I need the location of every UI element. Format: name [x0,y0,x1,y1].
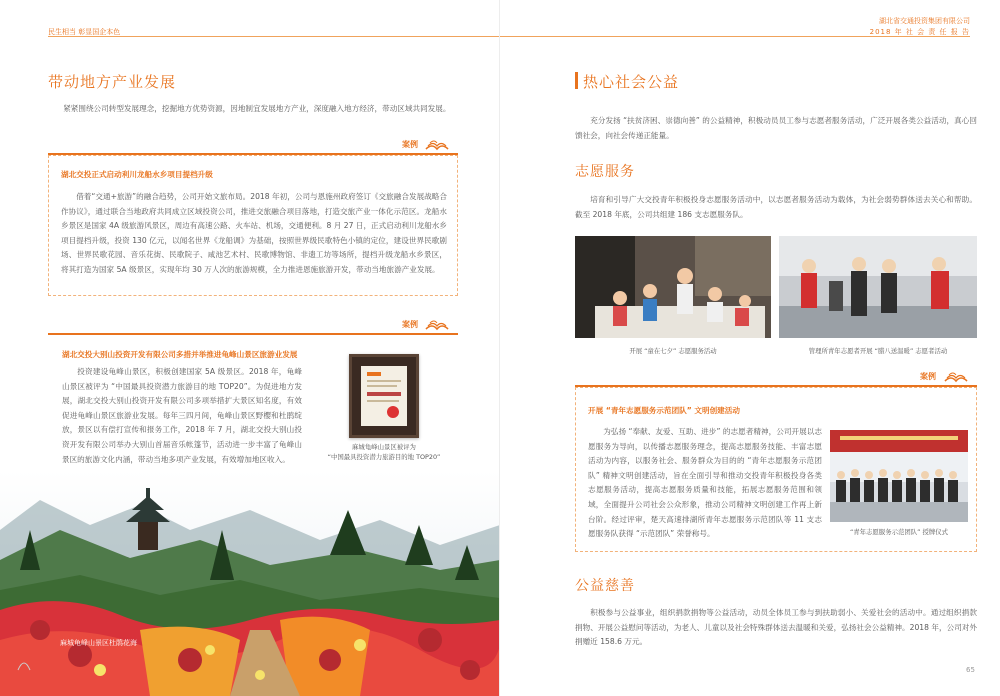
header-left-text: 民生相当 彰显国企本色 [48,28,121,36]
case-label: 案例 [402,140,418,149]
certificate-caption-line2: “中国最具投资潜力旅游目的地 TOP20” [327,453,441,461]
case-title-lichuan: 湖北交投正式启动利川龙船水乡项目提档升级 [61,170,213,179]
qixi-photo-caption: 开展 “童在七夕” 志愿服务活动 [629,347,717,355]
certificate-caption-line1: 麻城龟峰山景区被评为 [352,443,416,451]
right-page [500,0,1000,696]
qixi-volunteer-photo [575,236,771,338]
open-book-icon [424,137,450,152]
subsection-title-charity: 公益慈善 [575,578,635,594]
header-report-title: 2018 年 社 会 责 任 报 告 [869,28,970,36]
case-top-rule [48,333,458,335]
section-accent-bar [575,72,578,89]
azalea-landscape-photo [0,470,500,696]
laba-photo-caption: 管理所青年志愿者开展 “腊八送温暖” 志愿者活动 [808,347,948,355]
charity-body: 积极参与公益事业，组织捐款捐物等公益活动，动员全体员工参与到扶助弱小、关爱社会的活动中。通过组织捐款捐物、开展公益慰问等活动，为老人、儿童以及社会特殊群体送去温暖和关爱，弘扬社会公益精神。2018 年，公司对外捐赠近 158.6 万元。 [575,608,977,647]
case-body-volunteer-team: 为弘扬 “奉献、友爱、互助、进步” 的志愿者精神，公司开展以志愿服务为导向，以传播志愿服务理念，提高志愿服务技能、丰富志愿活动为内容，以服务社会、服务群众为目的的 “青年志愿服务示范团队” 精神文明创建活动，旨在全面引导和推动交投青年积极投身各类志愿服务活动，提高志愿服务质量和技能，拓展志愿服务范围和领域，全面提升公司社会公众形象，推动公司精神文明创建工作再上新台阶。经过评审，楚天高速排湖所青年志愿服务示范团队等 11 支志愿服务队获得 “示范团队” 荣誉称号。 [588,427,822,539]
page-number: 65 [966,666,975,674]
section-title-public-welfare: 热心社会公益 [583,73,680,91]
case-title-guifeng: 湖北交投大别山投资开发有限公司多措并举推进龟峰山景区旅游业发展 [62,350,298,359]
award-ceremony-caption: “青年志愿服务示范团队” 授牌仪式 [849,528,949,536]
case-body-lichuan: 借着“交通+旅游”的融合趋势，公司开始文旅布局。2018 年初，公司与恩施州政府签订《交旅融合发展战略合作协议》，通过联合当地政府共同成立区域投资公司，推进交旅融合项目落地，打造交旅产业一体化示范区。龙船水乡景区是国家 4A 级旅游风景区，周边有高速公路、火车站、机场，交通便利。8 月 27 日，正式启动利川龙船水乡项目提档升级，投资 130 亿元，以闻名世界《龙船调》为基础，按照世界级民歌特色小镇的定位，建设世界民歌剧场、世界民歌花园、音乐花街、民歌院子、咸池艺术村、民歌博物馆、非遗工坊等场所，提档升级龙船水乡景区，将其打造为国家 5A 级景区，实现年均 30 万人次的旅游规模，全力推进恩施旅游开发，带动当地旅游产业发展。 [61,192,447,274]
case-body-guifeng: 投资建设龟峰山景区，积极创建国家 5A 级景区。2018 年，龟峰山景区被评为 “中国最具投资潜力旅游目的地 TOP20”。为促进地方发展，湖北交投大别山投资开发有限公司多项举措扩大景区知名度，有效促进龟峰山景区旅游业发展。每年三四月间，龟峰山景区野樱和杜鹃绽放，景区以有偿打宣传和报务工作，2018 年 7 月，湖北交投大别山投资开发有限公司举办大别山首届音乐帐篷节，活动进一步丰富了龟峰山景区的旅游文化内涵，带动当地多项产业发展，有效增加地区收入。 [62,367,302,464]
header-company-name: 湖北省交通投资集团有限公司 [879,17,970,25]
award-certificate-image [349,354,419,438]
public-welfare-intro: 充分发扬 “扶贫济困、崇德向善” 的公益精神，积极动员员工参与志愿者服务活动，广泛开展各类公益活动，真心回馈社会，向社会传递正能量。 [575,116,977,140]
open-book-icon [424,317,450,332]
landscape-photo-caption: 麻城龟峰山景区杜鹃花海 [60,639,137,647]
header-right-rule [500,36,970,37]
case-title-volunteer-team: 开展 “青年志愿服务示范团队” 文明创建活动 [588,406,740,415]
subsection-title-volunteer: 志愿服务 [575,164,635,180]
local-industry-intro: 紧紧围绕公司转型发展理念，挖掘地方优势资源，因地制宜发展地方产业，深度融入地方经济，带动区域共同发展。 [63,104,451,113]
case-box-volunteer-team [575,387,977,552]
header-left-rule [48,36,500,37]
case-label: 案例 [402,320,418,329]
case-label: 案例 [920,372,936,381]
award-ceremony-photo [830,430,968,522]
open-book-icon [943,369,969,384]
section-title-local-industry: 带动地方产业发展 [48,73,177,91]
case-box-lichuan [48,155,458,296]
volunteer-body: 培育和引导广大交投青年积极投身志愿服务活动中，以志愿者服务活动为载体，为社会弱势群体送去关心和帮助。截至 2018 年底，公司共组建 186 支志愿服务队。 [575,195,977,219]
laba-volunteer-photo [779,236,977,338]
